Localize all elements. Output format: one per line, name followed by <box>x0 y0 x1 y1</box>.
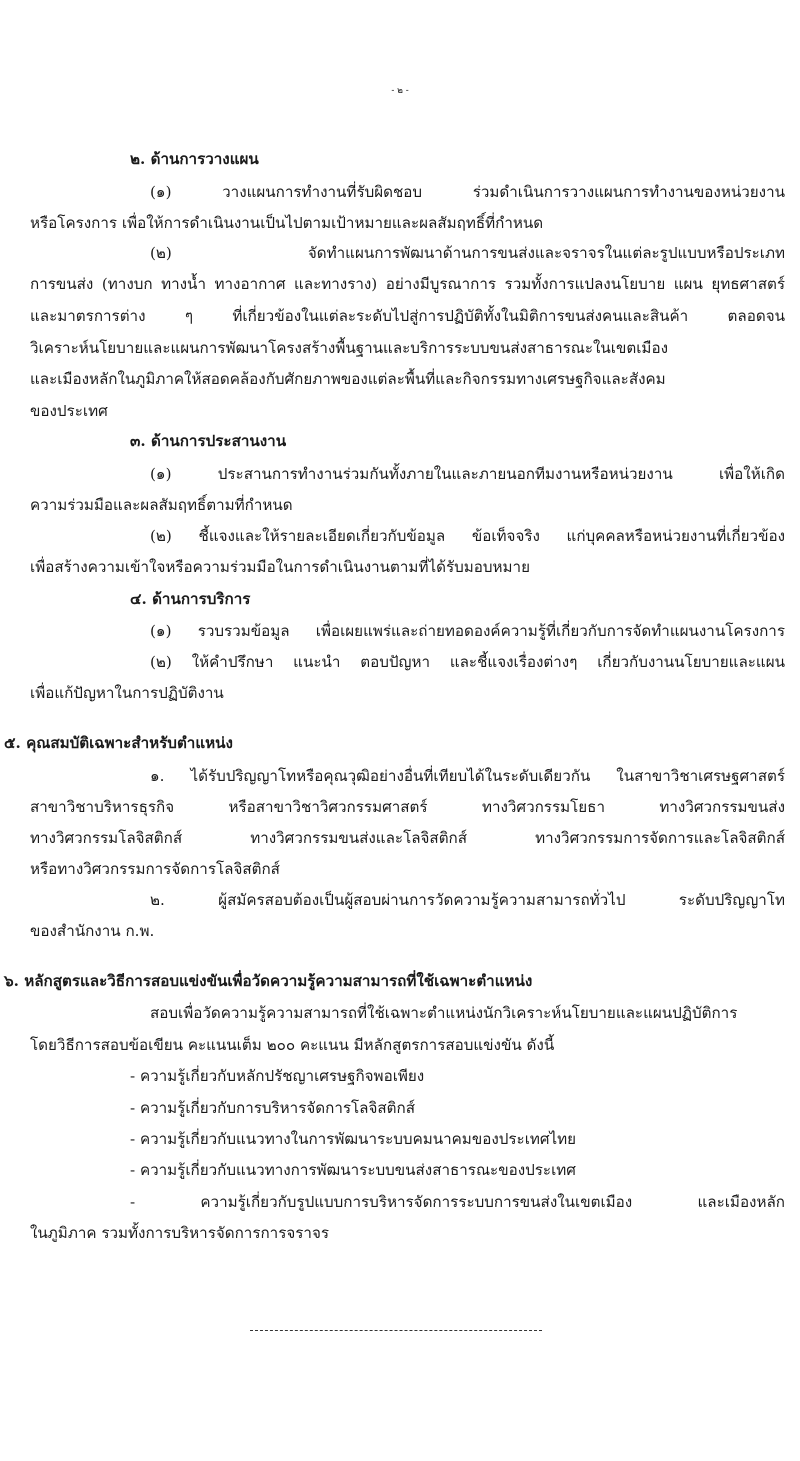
sec6-item-1: - ความรู้เกี่ยวกับหลักปรัชญาเศรษฐกิจพอเพียง <box>130 1067 425 1085</box>
sec6-item-3: - ความรู้เกี่ยวกับแนวทางในการพัฒนาระบบคมนาคมของประเทศไทย <box>130 1130 577 1148</box>
sec6-item-5-line1: - ความรู้เกี่ยวกับรูปแบบการบริหารจัดการระบบการขนส่งในเขตเมือง และเมืองหลัก <box>130 1193 785 1211</box>
page-number: - ๒ - <box>391 86 409 96</box>
sec2-p2-line3: และมาตรการต่าง ๆ ที่เกี่ยวข้องในแต่ละระดับไปสู่การปฏิบัติทั้งในมิติการขนส่งคนและสินค้า ตลอดจน <box>30 307 785 325</box>
section-2-heading: ๒. ด้านการวางแผน <box>130 150 259 168</box>
sec5-p1-line3: ทางวิศวกรรมโลจิสติกส์ ทางวิศวกรรมขนส่งและโลจิสติกส์ ทางวิศวกรรมการจัดการและโลจิสติกส์ <box>30 829 785 847</box>
section-6-heading: ๖. หลักสูตรและวิธีการสอบแข่งขันเพื่อวัดความรู้ความสามารถที่ใช้เฉพาะตำแหน่ง <box>4 972 533 990</box>
sec4-p1-line1: (๑) รวบรวมข้อมูล เพื่อเผยแพร่และถ่ายทอดองค์ความรู้ที่เกี่ยวกับการจัดทำแผนงานโครงการ <box>150 622 785 640</box>
sec2-p1-line1: (๑) วางแผนการทำงานที่รับผิดชอบ ร่วมดำเนินการวางแผนการทำงานของหน่วยงาน <box>150 183 785 201</box>
sec2-p2-line4: วิเคราะห์นโยบายและแผนการพัฒนาโครงสร้างพื้นฐานและบริการระบบขนส่งสาธารณะในเขตเมือง <box>30 339 668 357</box>
sec6-item-2: - ความรู้เกี่ยวกับการบริหารจัดการโลจิสติกส์ <box>130 1099 415 1117</box>
section-5-heading: ๕. คุณสมบัติเฉพาะสำหรับตำแหน่ง <box>4 734 233 752</box>
sec3-p1-line2: ความร่วมมือและผลสัมฤทธิ์ตามที่กำหนด <box>30 496 293 514</box>
sec4-p2-line2: เพื่อแก้ปัญหาในการปฏิบัติงาน <box>30 684 224 702</box>
sec2-p2-line1: (๒) จัดทำแผนการพัฒนาด้านการขนส่งและจราจรในแต่ละรูปแบบหรือประเภท <box>150 244 785 262</box>
sec2-p1-line2: หรือโครงการ เพื่อให้การดำเนินงานเป็นไปตามเป้าหมายและผลสัมฤทธิ์ที่กำหนด <box>30 214 544 232</box>
sec5-p1-line1: ๑. ได้รับปริญญาโทหรือคุณวุฒิอย่างอื่นที่เทียบได้ในระดับเดียวกัน ในสาขาวิชาเศรษฐศาสตร์ <box>150 767 785 785</box>
sec2-p2-line5: และเมืองหลักในภูมิภาคให้สอดคล้องกับศักยภาพของแต่ละพื้นที่และกิจกรรมทางเศรษฐกิจและสังคม <box>30 370 666 388</box>
sec6-item-4: - ความรู้เกี่ยวกับแนวทางการพัฒนาระบบขนส่งสาธารณะของประเทศ <box>130 1161 576 1179</box>
sec5-p2-line1: ๒. ผู้สมัครสอบต้องเป็นผู้สอบผ่านการวัดความรู้ความสามารถทั่วไป ระดับปริญญาโท <box>150 891 785 909</box>
sec2-p2-line2: การขนส่ง (ทางบก ทางน้ำ ทางอากาศ และทางราง) อย่างมีบูรณาการ รวมทั้งการแปลงนโยบาย แผน ยุทธศาสตร์ <box>30 275 785 293</box>
section-4-heading: ๔. ด้านการบริการ <box>130 590 251 608</box>
section-3-heading: ๓. ด้านการประสานงาน <box>130 432 287 450</box>
end-rule <box>250 1330 542 1331</box>
sec5-p1-line2: สาขาวิชาบริหารธุรกิจ หรือสาขาวิชาวิศวกรรมศาสตร์ ทางวิศวกรรมโยธา ทางวิศวกรรมขนส่ง <box>30 798 785 816</box>
sec5-p1-line4: หรือทางวิศวกรรมการจัดการโลจิสติกส์ <box>30 860 280 878</box>
sec5-p2-line2: ของสำนักงาน ก.พ. <box>30 922 155 940</box>
sec6-intro-line1: สอบเพื่อวัดความรู้ความสามารถที่ใช้เฉพาะตำแหน่งนักวิเคราะห์นโยบายและแผนปฏิบัติการ <box>150 1004 738 1022</box>
sec6-intro-line2: โดยวิธีการสอบข้อเขียน คะแนนเต็ม ๒๐๐ คะแนน มีหลักสูตรการสอบแข่งขัน ดังนี้ <box>30 1036 555 1054</box>
sec6-item-5-line2: ในภูมิภาค รวมทั้งการบริหารจัดการการจราจร <box>30 1224 330 1242</box>
sec4-p2-line1: (๒) ให้คำปรึกษา แนะนำ ตอบปัญหา และชี้แจงเรื่องต่างๆ เกี่ยวกับงานนโยบายและแผน <box>150 653 785 671</box>
sec3-p2-line2: เพื่อสร้างความเข้าใจหรือความร่วมมือในการดำเนินงานตามที่ได้รับมอบหมาย <box>30 558 530 576</box>
sec2-p2-line6: ของประเทศ <box>30 402 108 420</box>
sec3-p1-line1: (๑) ประสานการทำงานร่วมกันทั้งภายในและภายนอกทีมงานหรือหน่วยงาน เพื่อให้เกิด <box>150 465 785 483</box>
sec3-p2-line1: (๒) ชี้แจงและให้รายละเอียดเกี่ยวกับข้อมูล ข้อเท็จจริง แก่บุคคลหรือหน่วยงานที่เกี่ยวข้อง <box>150 527 785 545</box>
